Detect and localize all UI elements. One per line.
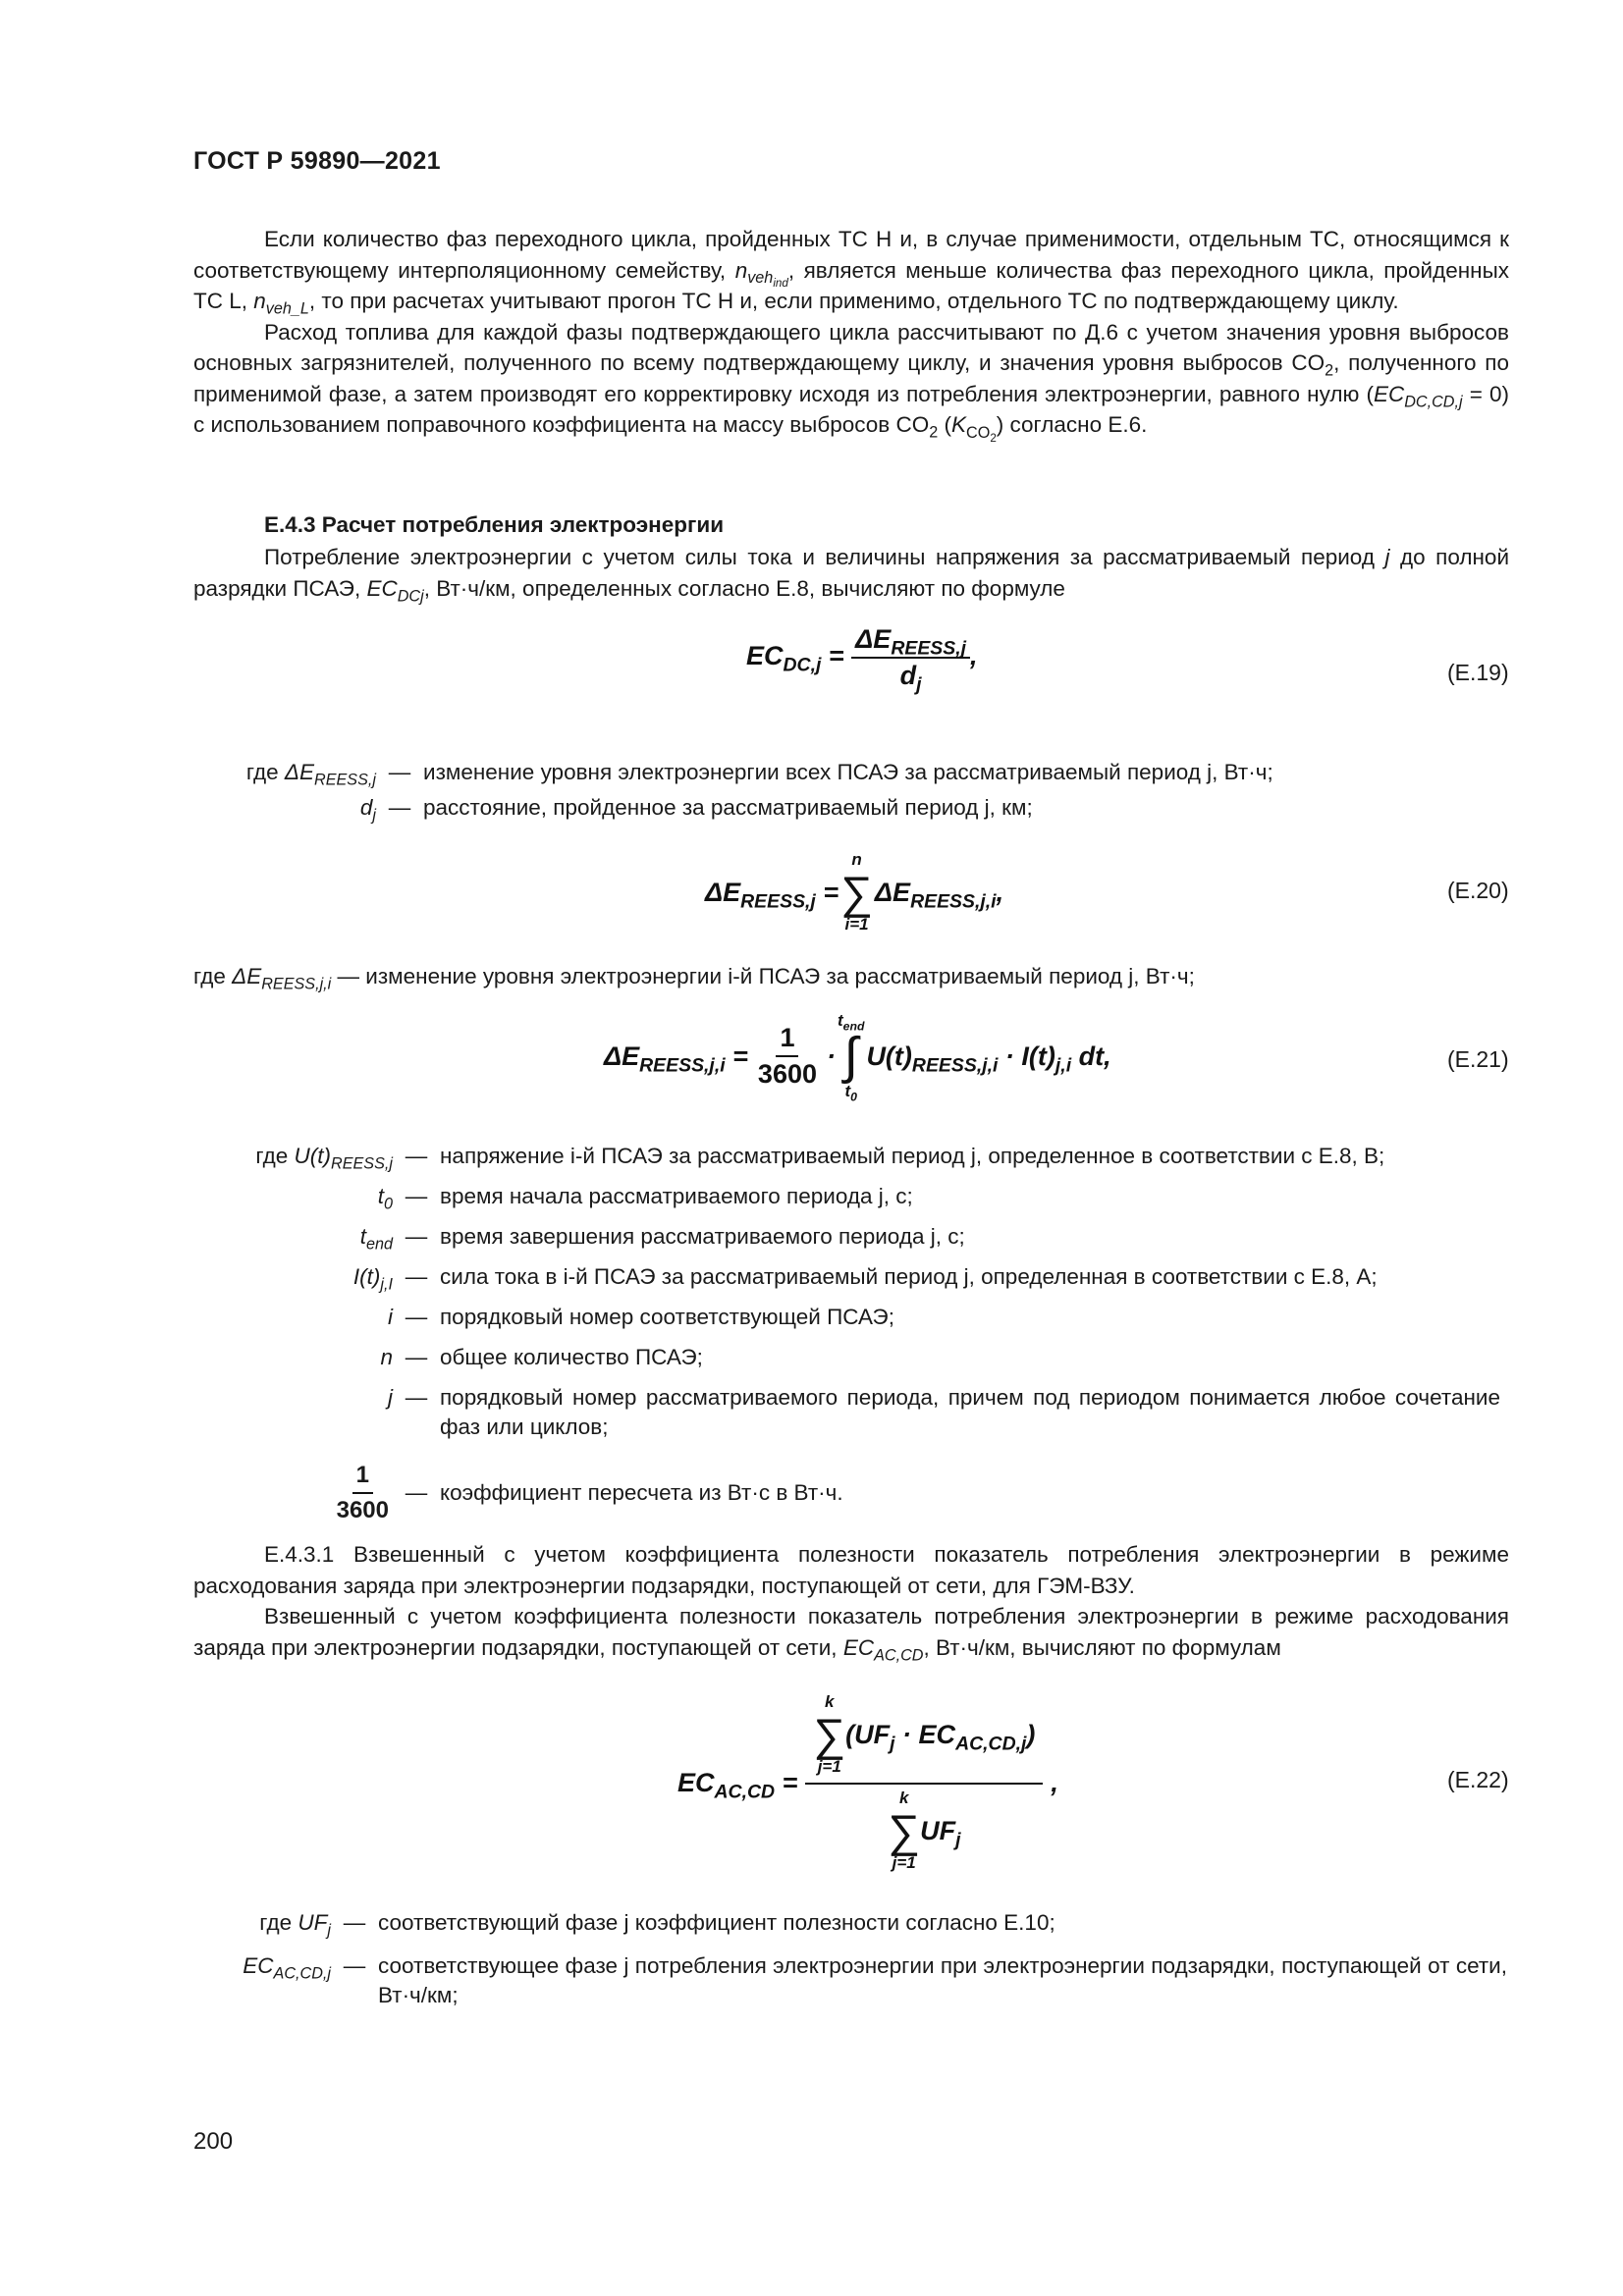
definition-dash: —	[405, 1144, 428, 1168]
definition-row	[193, 793, 1033, 823]
definition-dash: —	[405, 1264, 428, 1289]
definition-dash: —	[405, 1305, 428, 1329]
definition-row	[193, 1303, 894, 1332]
definition-text: сила тока в i-й ПСАЭ за рассматриваемый период j, определенная в соответствии с Е.8, А;	[440, 1264, 1378, 1289]
definition-text: изменение уровня электроэнергии i-й ПСАЭ за рассматриваемый период j, Вт·ч;	[365, 964, 1195, 988]
definition-dash: —	[343, 1910, 366, 1935]
definition-e20: где $\Delta E_{REESS,j,i}$ — изменение уровня электроэнергии i-й ПСАЭ за рассматриваемый период j, Вт·ч;	[193, 964, 1195, 993]
equation-number-e21: (Е.21)	[1447, 1046, 1509, 1072]
definition-dash: —	[405, 1385, 428, 1410]
formula-e19: $EC_{DC,j}$ = $\frac{\Delta E_{REESS,j}}{d_j}$ ,	[746, 624, 978, 696]
definition-symbol: $t_0$	[377, 1184, 393, 1213]
subsection-text	[193, 1539, 1509, 1663]
definition-text: время завершения рассматриваемого периода j, с;	[440, 1224, 965, 1249]
definition-text: напряжение i-й ПСАЭ за рассматриваемый период j, определенное в соответствии с Е.8, В;	[440, 1144, 1385, 1168]
definition-symbol: где $UF_j$	[259, 1910, 331, 1940]
definition-row	[193, 1383, 1500, 1442]
definition-dash: —	[405, 1184, 428, 1208]
definition-row	[193, 1908, 1055, 1938]
definition-dash: —	[405, 1345, 428, 1369]
intro-paragraph-1: Если количество фаз переходного цикла, пройденных ТС Н и, в случае применимости, отдельным ТС, относящимся к соответствующему интерполяционному семейству, $n_{veh_{ind}}$, является меньше количества фаз переходного цикла, пройденных ТС L, $n_{veh\_L}$, то при расчетах учитывают прогон ТС Н и, если применимо, отдельного ТС по подтверждающему циклу.	[193, 227, 1510, 318]
page-number: 200	[193, 2128, 234, 2155]
equation-number-e20: (Е.20)	[1447, 878, 1509, 903]
section-heading: Е.4.3 Расчет потребления электроэнергии	[264, 512, 725, 537]
definition-symbol: j	[388, 1385, 393, 1410]
definition-dash: —	[388, 760, 411, 784]
definition-row	[193, 1461, 843, 1525]
definition-text: соответствующее фазе j потребления электроэнергии при электроэнергии подзарядки, поступающей от сети, Вт·ч/км;	[378, 1953, 1507, 2007]
definition-symbol: i	[388, 1305, 393, 1329]
definition-text: расстояние, пройденное за рассматриваемый период j, км;	[423, 795, 1033, 820]
definition-symbol: n	[380, 1345, 393, 1369]
definition-symbol: $EC_{AC,CD,j}$	[243, 1953, 331, 1983]
definition-dash: —	[388, 795, 411, 820]
definition-row	[193, 758, 1273, 787]
formula-e21: $\Delta E_{REESS,j,i}$ = $\frac{1}{3600}$ · $t_{end}$ ∫ $t_0$ $U(t)_{REESS,j,i} \cdot I(t)_{j,i}$ dt,	[604, 1011, 1111, 1104]
formula-e20: $\Delta E_{REESS,j}$ = n ∑ i=1 $\Delta E_{REESS,j,i}$,	[705, 850, 1004, 934]
definition-row	[193, 1951, 1507, 2010]
definition-text: время начала рассматриваемого периода j, с;	[440, 1184, 913, 1208]
definition-text: соответствующий фазе j коэффициент полезности согласно Е.10;	[378, 1910, 1055, 1935]
definition-symbol: $t_{end}$	[359, 1224, 393, 1254]
definition-dash: —	[343, 1953, 366, 1978]
definition-symbol: где $U(t)_{REESS,j}$	[255, 1144, 393, 1173]
section-paragraph: Потребление электроэнергии с учетом силы тока и величины напряжения за рассматриваемый период j до полной разрядки ПСАЭ, $EC_{DCj}$, Вт·ч/км, определенных согласно Е.8, вычисляют по формуле	[193, 545, 1510, 605]
definition-dash: —	[405, 1480, 428, 1505]
definition-text: общее количество ПСАЭ;	[440, 1345, 703, 1369]
definition-dash: —	[405, 1224, 428, 1249]
definition-row	[193, 1343, 703, 1372]
definition-row	[193, 1142, 1384, 1171]
definition-row	[193, 1222, 965, 1252]
definition-text: коэффициент пересчета из Вт·с в Вт·ч.	[440, 1480, 843, 1505]
definition-row	[193, 1262, 1378, 1292]
subsection-paragraph-2: Взвешенный с учетом коэффициента полезности показатель потребления электроэнергии в режиме расходования заряда при электроэнергии подзарядки, поступающей от сети, $EC_{AC,CD}$, Вт·ч/км, вычисляют по формулам	[193, 1604, 1509, 1664]
intro-text	[193, 224, 1510, 445]
definition-symbol: $d_j$	[359, 795, 376, 825]
equation-number-e22: (Е.22)	[1447, 1767, 1509, 1792]
definition-text: порядковый номер рассматриваемого периода, причем под периодом понимается любое сочетание фаз или циклов;	[440, 1385, 1500, 1439]
definition-text: порядковый номер соответствующей ПСАЭ;	[440, 1305, 894, 1329]
formula-e22: $EC_{AC,CD}$ = k ∑ j=1 $(UF_j \cdot EC_{AC,CD,j})$ k ∑ j=1 $UF_j$ ,	[677, 1692, 1058, 1872]
equation-number-e19: (Е.19)	[1447, 660, 1509, 685]
definition-row	[193, 1182, 913, 1211]
definition-symbol: $\frac{1}{3600}$	[336, 1462, 389, 1523]
section-text	[193, 542, 1509, 604]
definition-symbol: $I(t)_{j,I}$	[352, 1264, 393, 1294]
subsection-paragraph-1: Е.4.3.1 Взвешенный с учетом коэффициента полезности показатель потребления электроэнергии в режиме расходования заряда при электроэнергии подзарядки, поступающей от сети, для ГЭМ-ВЗУ.	[193, 1542, 1509, 1598]
definition-text: изменение уровня электроэнергии всех ПСАЭ за рассматриваемый период j, Вт·ч;	[423, 760, 1273, 784]
definition-symbol: где $\Delta E_{REESS,j}$	[245, 760, 376, 789]
document-code: ГОСТ Р 59890—2021	[193, 147, 441, 175]
intro-paragraph-2: Расход топлива для каждой фазы подтверждающего цикла рассчитывают по Д.6 с учетом значения уровня выбросов основных загрязнителей, полученного по всему подтверждающему циклу, и значения уровня выбросов $CO_2$, полученного по применимой фазе, а затем производят его корректировку исходя из потребления электроэнергии, равного нулю $(EC_{DC,CD,j} = 0)$ с использованием поправочного коэффициента на массу выбросов $CO_2$ $(K_{CO_2})$ согласно Е.6.	[193, 319, 1510, 445]
